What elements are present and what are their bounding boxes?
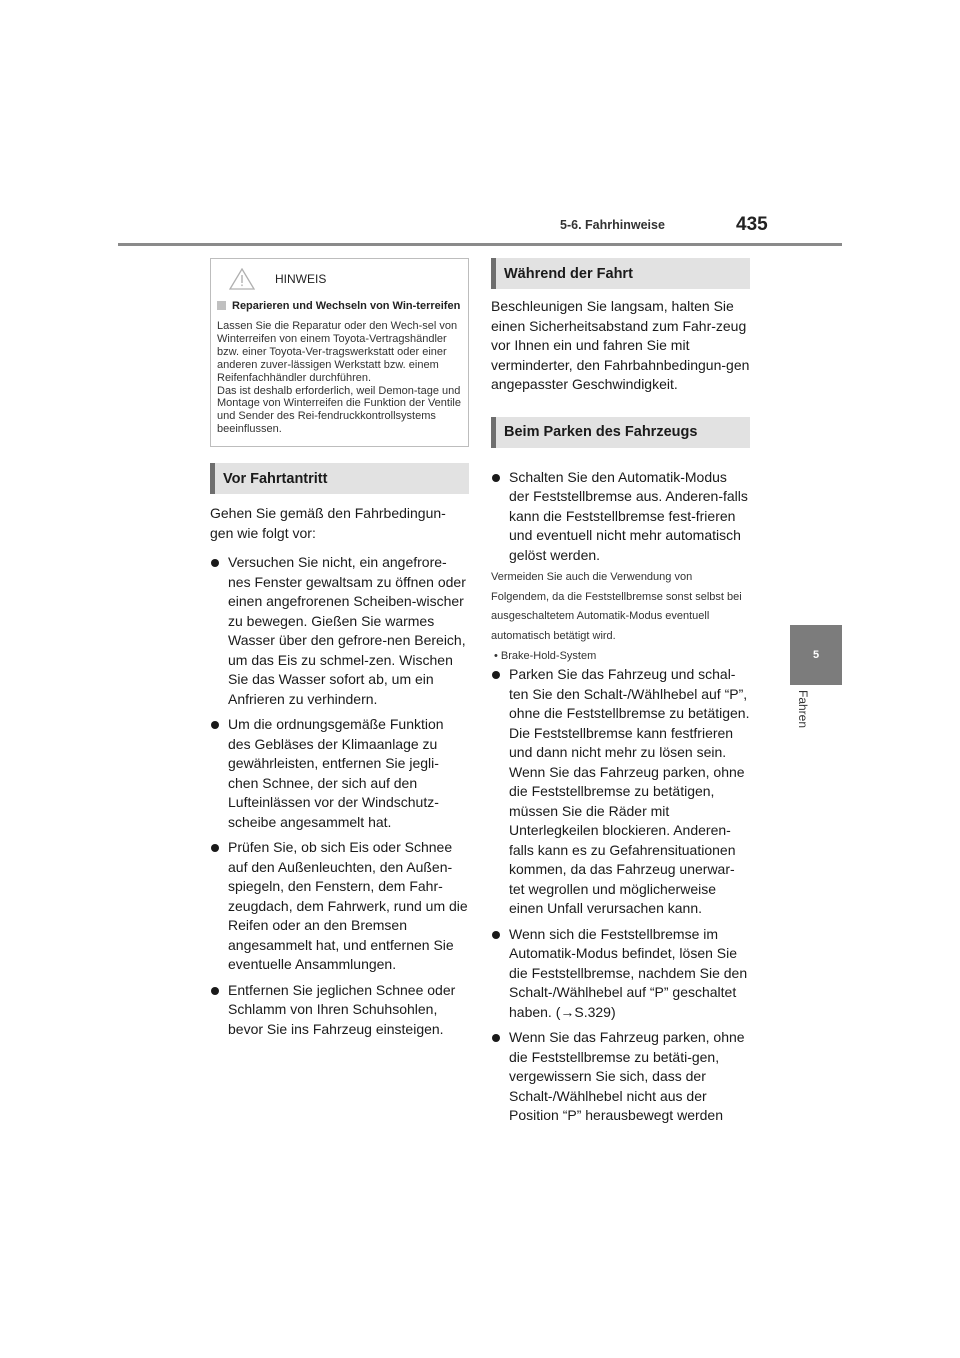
left-column (210, 258, 469, 1039)
bullet-dot-icon (211, 559, 219, 567)
header-section-title: 5-6. Fahrhinweise (560, 218, 665, 232)
bullet-dot-icon (211, 844, 219, 852)
list-item-text: Schalten Sie den Automatik-Modus der Feststellbremse aus. Anderen-falls kann die Feststellbremse fest-frieren und eventuell nicht mehr automatisch gelöst werden. (509, 468, 748, 563)
notice-text-line1: Lassen Sie die Reparatur oder den Wech-sel von Winterreifen von einem Toyota-Vertragshändler bzw. einer Toyota-Ver-tragswerkstatt oder einer anderen zuver-lässigen Werkstatt bzw. einem Reifenfachhändler durchführen. (217, 320, 458, 384)
chapter-number: 5 (812, 649, 820, 661)
header-rule (118, 243, 842, 246)
waehrend-paragraph: Beschleunigen Sie langsam, halten Sie einen Sicherheitsabstand zum Fahr-zeug vor Ihnen ein und fahren Sie mit verminderter, den Fahrbahnbedingun-gen angepasster Geschwindigkeit. (491, 298, 750, 392)
list-item (210, 981, 469, 1040)
chapter-tab (790, 625, 842, 685)
list-item-text: Wenn Sie das Fahrzeug parken, ohne die Feststellbremse zu betäti-gen, vergewissern Sie sich, dass der Schalt-/Wählhebel nicht aus der Position “P” herausbewegt werden (509, 1029, 745, 1123)
parken-bullet-list-1 (491, 468, 750, 566)
section-heading-waehrend-der-fahrt: Während der Fahrt (491, 258, 750, 289)
list-item-text: Um die ordnungsgemäße Funktion des Gebläses der Klimaanlage zu gewährleisten, entfernen Sie jegli-chen Schnee, der sich auf den Lufteinlässen vor der Windschutz-scheibe angesammelt hat. (228, 716, 444, 830)
notice-title: HINWEIS (275, 272, 327, 286)
chapter-label: Fahren (796, 690, 810, 729)
list-item-text: Parken Sie das Fahrzeug und schal-ten Sie den Schalt-/Wählhebel auf “P”, ohne die Feststellbremse zu betätigen. Die Feststellbremse kann festfrieren und dann nicht mehr zu lösen sein. Wenn Sie das Fahrzeug parken, ohne die Feststellbremse zu betätigen, müssen Sie die Räder mit Unterlegkeilen blockieren. Anderen-falls kann es zu Gefahrensituationen kommen, da das Fahrzeug unerwar-tet wegrollen und möglicherweise einen Unfall verursachen kann. (509, 666, 750, 916)
vor-intro-paragraph: Gehen Sie gemäß den Fahrbedingun-gen wie folgt vor: (210, 505, 446, 541)
list-item (491, 1028, 750, 1126)
bullet-dot-icon (492, 474, 500, 482)
notice-subtitle-text: Reparieren und Wechseln von Win-terreifen (232, 300, 461, 312)
list-item (491, 925, 750, 1023)
bullet-dot-icon (492, 931, 500, 939)
section-heading-vor-fahrtantritt: Vor Fahrtantritt (210, 463, 469, 494)
notice-text-line2: Das ist deshalb erforderlich, weil Demon-tage und Montage von Winterreifen die Funktion der Ventile und Sender des Rei-fendruckkontrollsystems beeinflussen. (217, 384, 461, 436)
parken-note: Vermeiden Sie auch die Verwendung von Folgendem, da die Feststellbremse sonst selbst bei ausgeschaltetem Automatik-Modus eventuell automatisch betätigt wird. (491, 571, 742, 642)
list-item-text: Prüfen Sie, ob sich Eis oder Schnee auf den Außenleuchten, den Außen-spiegeln, den Fenstern, dem Fahr-zeugdach, dem Fahrwerk, rund um die Reifen oder an den Bremsen angesammelt hat, und entfernen Sie eventuelle Ansammlungen. (228, 839, 468, 973)
right-column (491, 258, 750, 1126)
list-item (210, 715, 469, 832)
vor-bullet-list (210, 553, 469, 1039)
notice-text (217, 320, 461, 436)
list-item-text: Wenn sich die Feststellbremse im Automatik-Modus befindet, lösen Sie die Feststellbremse, nachdem Sie den Schalt-/Wählhebel auf “P” geschaltet haben. (→S.329) (509, 925, 748, 1020)
parken-sub-item: • Brake-Hold-System (494, 650, 597, 662)
list-item (491, 468, 750, 566)
bullet-dot-icon (492, 671, 500, 679)
bullet-dot-icon (211, 987, 219, 995)
section-heading-beim-parken: Beim Parken des Fahrzeugs (491, 417, 750, 448)
notice-subtitle (217, 299, 461, 313)
warning-triangle-icon (229, 268, 255, 290)
bullet-dot-icon (211, 721, 219, 729)
square-bullet-icon (217, 301, 226, 310)
list-item-text: Entfernen Sie jeglichen Schnee oder Schlamm von Ihren Schuhsohlen, bevor Sie ins Fahrzeug einsteigen. (228, 981, 456, 1037)
list-item (210, 838, 469, 975)
list-item-text: Versuchen Sie nicht, ein angefrore-nes Fenster gewaltsam zu öffnen oder einen angefrorenen Scheiben-wischer zu bewegen. Gießen Sie warmes Wasser über den gefrore-nen Bereich, um das Eis zu schmel-zen. Wischen Sie das Wasser sofort ab, um ein Anfrieren zu verhindern. (228, 554, 466, 707)
notice-header (217, 265, 461, 293)
page-number: 435 (736, 214, 768, 235)
parken-bullet-list-2 (491, 665, 750, 1126)
list-item (210, 553, 469, 709)
list-item (491, 665, 750, 919)
bullet-dot-icon (492, 1034, 500, 1042)
notice-box (210, 258, 469, 447)
